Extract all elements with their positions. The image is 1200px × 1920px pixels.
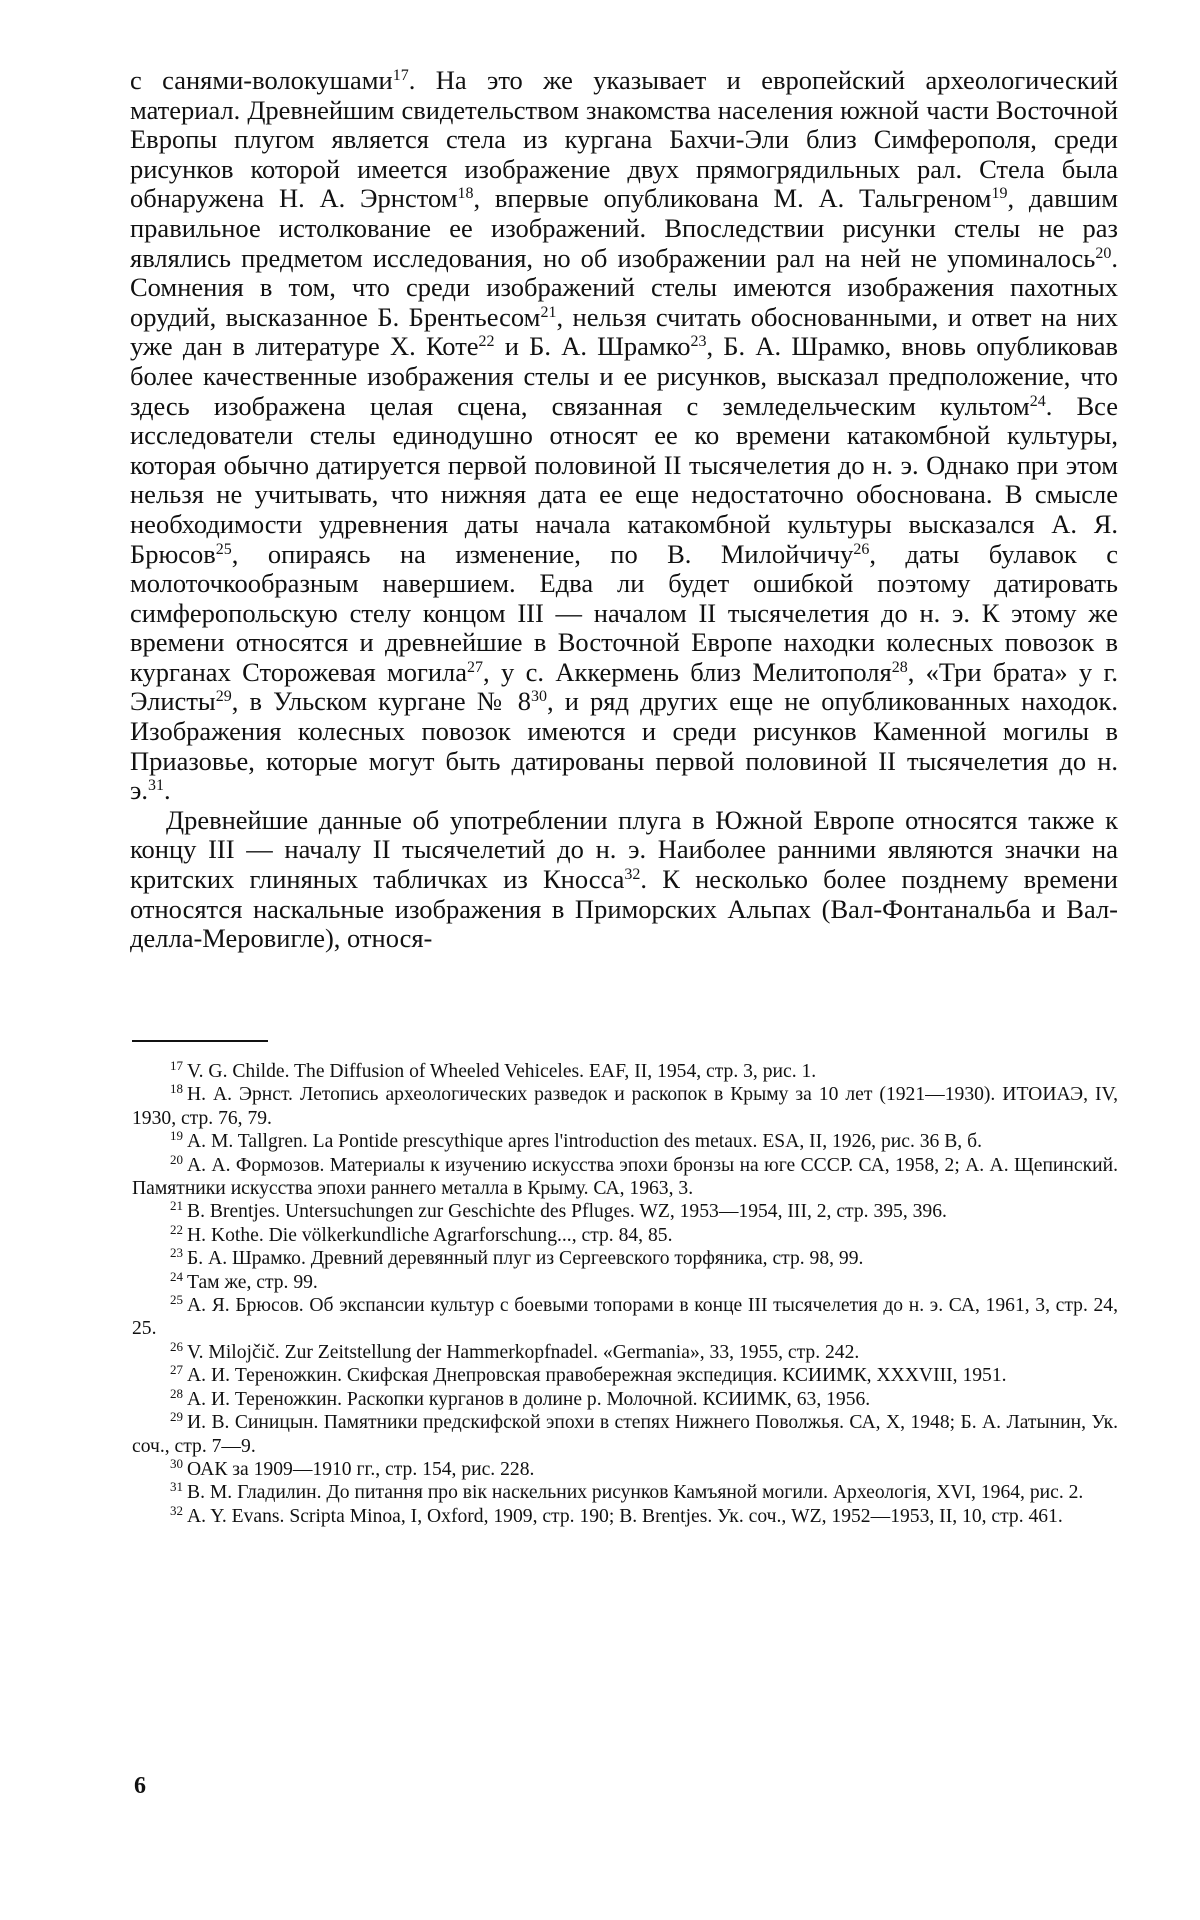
footnote-text: Б. А. Шрамко. Древний деревянный плуг из Сергеевского торфяника, стр. 98, 99. (187, 1248, 864, 1270)
text-run: . Все исследователи стелы единодушно относят ее ко времени катакомбной культуры, которая обычно датируется первой половиной II тысячелетия до н. э. Однако при этом нельзя не учитывать, что нижняя дата ее еще недостаточно обоснована. В смысле необходимости удревнения даты начала катакомбной культуры высказался А. Я. Брюсов (130, 390, 1118, 569)
footnote-ref: 31 (148, 777, 164, 795)
footnote-number: 30 (170, 1455, 183, 1471)
footnote (132, 1364, 1118, 1387)
page-number: 6 (134, 1773, 146, 1799)
footnote-text: B. Brentjes. Untersuchungen zur Geschichte des Pfluges. WZ, 1953—1954, III, 2, стр. 395, 396. (187, 1201, 947, 1223)
text-run: , опираясь на изменение, по В. Милойчичу (231, 538, 854, 569)
footnote-ref: 23 (690, 333, 707, 351)
footnote-text: А. И. Тереножкин. Скифская Днепровская правобережная экспедиция. КСИИМК, XXXVIII, 1951. (187, 1365, 1007, 1387)
footnote-text: H. Kothe. Die völkerkundliche Agrarforschung..., стр. 84, 85. (187, 1224, 673, 1246)
footnote-number: 23 (170, 1245, 183, 1261)
footnote-ref: 27 (467, 658, 484, 676)
footnote-number: 22 (170, 1221, 183, 1237)
footnote (132, 1338, 1118, 1364)
text-run: . Сомнения в том, что среди изображений стелы имеются изображения пахотных орудий, высказанное Б. Брентьесом (130, 242, 1118, 332)
footnote (132, 1247, 1118, 1270)
footnote (132, 1411, 1118, 1458)
footnote-ref: 25 (215, 540, 232, 558)
footnote (132, 1221, 1118, 1247)
footnote-text: А. Я. Брюсов. Об экспансии культур с боевыми топорами в конце III тысячелетия до н. э. СА, 1961, 3, стр. 24, 25. (132, 1295, 1118, 1340)
text-run: , «Три брата» у г. Элисты (130, 656, 1118, 717)
footnotes (132, 1060, 1118, 1528)
footnote (132, 1294, 1118, 1341)
paragraph-2 (130, 806, 1118, 954)
footnote-text: В. М. Гладилин. До питання про вік наскельних рисунков Камъяной могили. Археологія, XVI, 1964, рис. 2. (187, 1482, 1084, 1504)
footnote (132, 1200, 1118, 1223)
footnote-number: 31 (170, 1479, 183, 1495)
footnote-text: V. G. Childe. The Diffusion of Wheeled Vehiceles. EAF, II, 1954, стр. 3, рис. 1. (187, 1061, 817, 1082)
footnote-ref: 28 (891, 658, 908, 676)
paragraph-1 (130, 66, 1118, 806)
main-text (130, 66, 1118, 954)
text-run: . К несколько более позднему времени относятся наскальные изображения в Приморских Альпах (Вал-Фонтанальба и Вал-делла-Меровигле), относя- (130, 864, 1118, 954)
footnote-ref: 19 (991, 185, 1008, 203)
footnote (132, 1481, 1118, 1504)
footnote (132, 1385, 1118, 1411)
footnote-ref: 29 (215, 688, 232, 706)
footnote-text: A. M. Tallgren. La Pontide prescythique apres l'introduction des metaux. ESA, II, 1926, рис. 36 B, б. (187, 1131, 982, 1153)
text-run: , нельзя считать обоснованными, и ответ на них уже дан в литературе Х. Коте (130, 301, 1118, 362)
text-run: , и ряд других еще не опубликованных находок. Изображения колесных повозок имеются и среди рисунков Каменной могилы в Приазовье, которые могут быть датированы первой половиной II тысячелетия до н. э. (130, 686, 1118, 806)
footnote-text: A. Y. Evans. Scripta Minoa, I, Oxford, 1909, стр. 190; B. Brentjes. Ук. соч., WZ, 1952—1953, II, 10, стр. 461. (187, 1505, 1063, 1527)
footnote-number: 18 (170, 1081, 183, 1097)
text-run: , даты булавок с молоточкообразным навершием. Едва ли будет ошибкой поэтому датировать симферопольскую стелу концом III — началом II тысячелетия до н. э. К этому же времени относятся и древнейшие в Восточной Европе находки колесных повозок в курганах Сторожевая могила (130, 538, 1118, 687)
footnote (132, 1268, 1118, 1294)
footnote-number: 20 (170, 1151, 183, 1167)
footnote-ref: 18 (457, 185, 474, 203)
text-run: , давшим правильное истолкование ее изображений. Впоследствии рисунки стелы не раз являлись предметом исследования, но об изображении рал на ней не упоминалось (130, 183, 1119, 273)
text-run: , впервые опубликована М. А. Тальгреном (473, 183, 992, 214)
footnote (132, 1455, 1118, 1481)
footnote-ref: 20 (1095, 244, 1112, 262)
text-run: Древнейшие данные об употреблении плуга в Южной Европе относятся также к концу III — началу II тысячелетий до н. э. Наиболее ранними являются значки на критских глиняных табличках из Кносса (130, 804, 1118, 895)
footnote-ref: 32 (624, 866, 641, 884)
footnote-ref: 30 (530, 688, 547, 706)
footnote-number: 32 (170, 1502, 183, 1518)
footnote-text: Там же, стр. 99. (187, 1271, 318, 1293)
footnote-number: 29 (170, 1409, 183, 1425)
footnote-text: Н. А. Эрнст. Летопись археологических разведок и раскопок в Крыму за 10 лет (1921—1930). ИТОИАЭ, IV, 1930, стр. 76, 79. (132, 1084, 1118, 1129)
footnote-text: И. В. Синицын. Памятники предскифской эпохи в степях Нижнего Поволжья. СА, Х, 1948; Б. А. Латынин, Ук. соч., стр. 7—9. (132, 1412, 1118, 1457)
footnote (132, 1151, 1118, 1201)
text-run: . На это же указывает и европейский археологический материал. Древнейшим свидетельством знакомства населения южной части Восточной Европы плугом является стела из кургана Бахчи-Эли близ Симферополя, среди рисунков которой имеется изображение двух прямогрядильных рал. Стела была обнаружена Н. А. Эрнстом (130, 65, 1118, 214)
footnote-ref: 17 (392, 67, 409, 84)
text-run: , у с. Аккермень близ Мелитополя (483, 656, 892, 687)
text-run: с санями-волокушами (130, 65, 393, 95)
footnote-ref: 24 (1029, 392, 1046, 410)
footnote-text: А. И. Тереножкин. Раскопки курганов в долине р. Молочной. КСИИМК, 63, 1956. (187, 1388, 871, 1410)
footnote-separator (132, 1040, 268, 1042)
footnote-ref: 21 (540, 303, 557, 321)
footnote-number: 26 (170, 1338, 183, 1354)
footnote (132, 1060, 1118, 1083)
footnote (132, 1130, 1118, 1153)
text-run: и Б. А. Шрамко (494, 331, 691, 362)
footnote (132, 1502, 1118, 1528)
text-run: , Б. А. Шрамко, вновь опубликовав более качественные изображения стелы и ее рисунков, высказал предположение, что здесь изображена целая сцена, связанная с земледельческим культом (130, 331, 1118, 421)
footnote-ref: 26 (853, 540, 870, 558)
footnote-number: 21 (170, 1198, 183, 1214)
footnote-number: 28 (170, 1385, 183, 1401)
footnote-text: ОАК за 1909—1910 гг., стр. 154, рис. 228. (187, 1458, 535, 1480)
footnote (132, 1083, 1118, 1130)
footnote-number: 19 (170, 1128, 183, 1144)
footnote-text: А. А. Формозов. Материалы к изучению искусства эпохи бронзы на юге СССР. СА, 1958, 2; А. А. Щепинский. Памятники искусства эпохи раннего металла в Крыму. СА, 1963, 3. (132, 1154, 1118, 1200)
footnote-number: 27 (170, 1362, 183, 1378)
footnote-ref: 22 (478, 333, 495, 351)
text-run: . (164, 775, 171, 806)
footnote-text: V. Milojčič. Zur Zeitstellung der Hammerkopfnadel. «Germania», 33, 1955, стр. 242. (187, 1341, 860, 1363)
footnote-number: 24 (170, 1268, 183, 1284)
footnote-number: 17 (170, 1058, 183, 1073)
text-run: , в Ульском кургане № 8 (231, 686, 531, 717)
footnote-number: 25 (170, 1292, 183, 1308)
